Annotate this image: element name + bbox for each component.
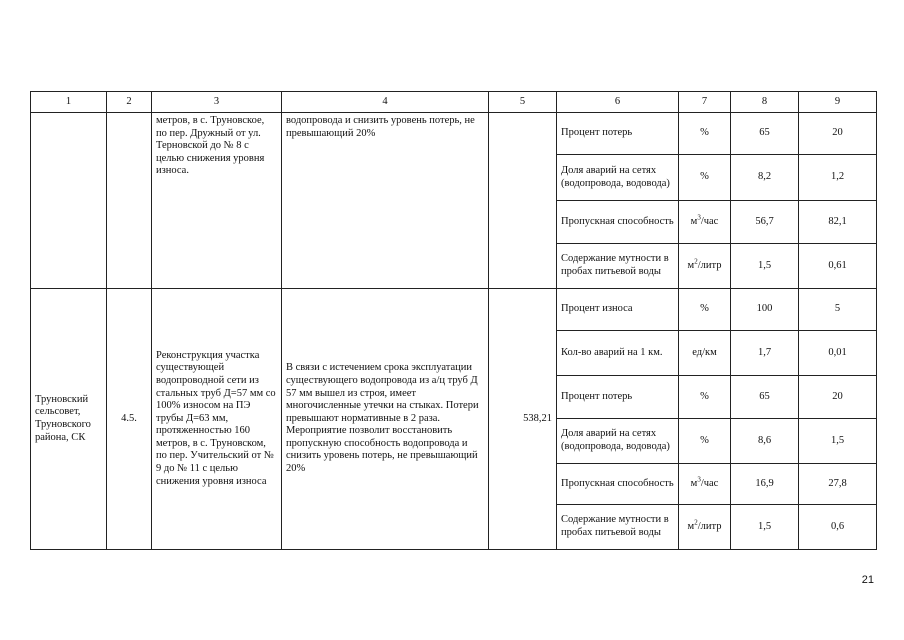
table-row — [31, 289, 877, 331]
indicator-name: Пропускная способность — [557, 464, 679, 505]
indicator-value-after: 20 — [799, 376, 877, 419]
indicator-name: Процент износа — [557, 289, 679, 331]
indicator-unit: $м^2$/литр — [679, 505, 731, 550]
indicator-value-before: 56,7 — [731, 201, 799, 244]
indicator-name: Содержание мутности в пробах питьевой воды — [557, 505, 679, 550]
indicator-value-after: 0,61 — [799, 244, 877, 289]
municipality-cell: Труновский сельсовет, Труновского района, СК — [31, 289, 107, 550]
indicator-unit: % — [679, 113, 731, 155]
indicator-value-before: 1,7 — [731, 331, 799, 376]
header-cell-5: 5 — [489, 92, 557, 113]
cost-cell: 538,21 — [489, 289, 557, 550]
page-number: 21 — [861, 574, 874, 586]
indicator-value-after: 1,5 — [799, 419, 877, 464]
cont-description-cell: метров, в с. Труновское, по пер. Дружный от ул. Терновской до № 8 с целью снижения уровня износа. — [152, 113, 282, 289]
indicator-name: Пропускная способность — [557, 201, 679, 244]
indicator-value-before: 1,5 — [731, 244, 799, 289]
header-cell-9: 9 — [799, 92, 877, 113]
indicator-name: Доля аварий на сетях (водопровода, водовода) — [557, 419, 679, 464]
header-cell-4: 4 — [282, 92, 489, 113]
indicator-value-after: 82,1 — [799, 201, 877, 244]
justification-cell: В связи с истечением срока эксплуатации существующего водопровода из а/ц труб Д 57 мм вышел из строя, имеет многочисленные утечки на стыках. Потери превышают нормативные в 2 раза. Мероприятие позволит восстановить пропускную способность водопровода и снизить уровень потерь, не превышающий 20% — [282, 289, 489, 550]
header-row — [31, 92, 877, 113]
header-cell-1: 1 — [31, 92, 107, 113]
indicator-name: Содержание мутности в пробах питьевой воды — [557, 244, 679, 289]
indicator-unit: $м^2$/литр — [679, 244, 731, 289]
header-cell-3: 3 — [152, 92, 282, 113]
indicator-value-before: 16,9 — [731, 464, 799, 505]
cont-cost-cell — [489, 113, 557, 289]
indicator-unit: % — [679, 419, 731, 464]
indicator-value-after: 0,6 — [799, 505, 877, 550]
indicator-value-before: 65 — [731, 113, 799, 155]
measures-table — [30, 91, 877, 550]
cont-col1-cell — [31, 113, 107, 289]
indicator-unit: % — [679, 376, 731, 419]
indicator-value-after: 1,2 — [799, 155, 877, 201]
indicator-unit: ед/км — [679, 331, 731, 376]
indicator-unit: % — [679, 155, 731, 201]
indicator-value-before: 1,5 — [731, 505, 799, 550]
indicator-unit: $м^3$/час — [679, 201, 731, 244]
indicator-value-after: 0,01 — [799, 331, 877, 376]
indicator-unit: $м^3$/час — [679, 464, 731, 505]
indicator-value-before: 65 — [731, 376, 799, 419]
indicator-name: Доля аварий на сетях (водопровода, водовода) — [557, 155, 679, 201]
cont-col2-cell — [107, 113, 152, 289]
header-cell-7: 7 — [679, 92, 731, 113]
indicator-value-after: 27,8 — [799, 464, 877, 505]
indicator-name: Кол-во аварий на 1 км. — [557, 331, 679, 376]
cont-justification-cell: водопровода и снизить уровень потерь, не превышающий 20% — [282, 113, 489, 289]
description-cell: Реконструкция участка существующей водопроводной сети из стальных труб Д=57 мм со 100% износом на ПЭ трубы Д=63 мм, протяженностью 160 метров, в с. Труновском, по пер. Учительский от № 9 до № 11 с целью снижения уровня износа — [152, 289, 282, 550]
indicator-name: Процент потерь — [557, 113, 679, 155]
indicator-value-before: 8,6 — [731, 419, 799, 464]
indicator-value-after: 5 — [799, 289, 877, 331]
header-cell-6: 6 — [557, 92, 679, 113]
indicator-value-before: 8,2 — [731, 155, 799, 201]
table-row — [31, 113, 877, 155]
indicator-unit: % — [679, 289, 731, 331]
indicator-name: Процент потерь — [557, 376, 679, 419]
item-number-cell: 4.5. — [107, 289, 152, 550]
indicator-value-before: 100 — [731, 289, 799, 331]
header-cell-2: 2 — [107, 92, 152, 113]
indicator-value-after: 20 — [799, 113, 877, 155]
header-cell-8: 8 — [731, 92, 799, 113]
